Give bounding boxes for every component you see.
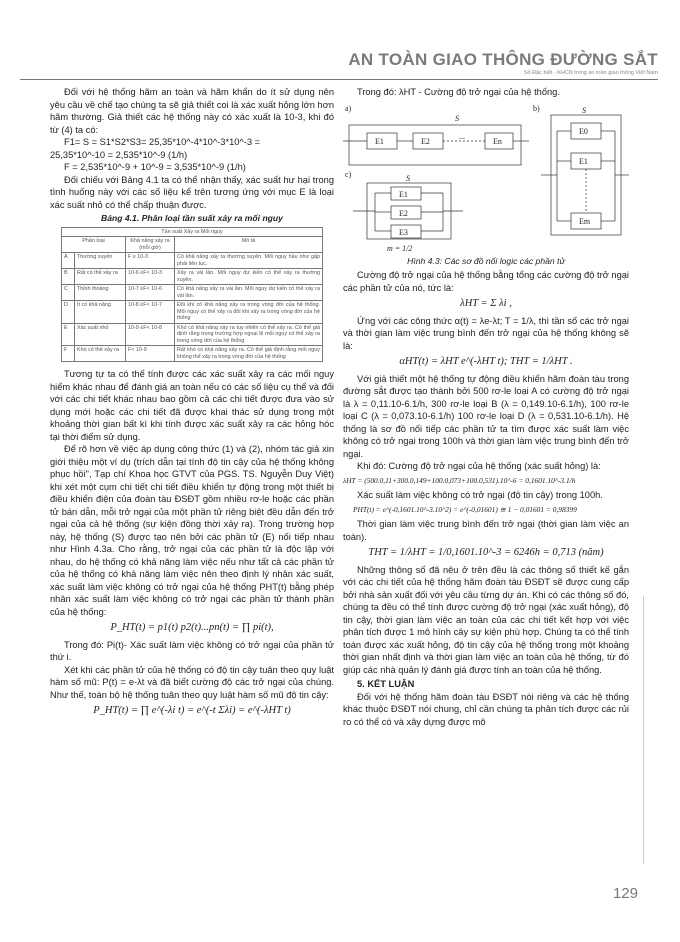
equation-frequency: αHT(t) = λHT e^(-λHT t); THT = 1/λHT . — [399, 356, 573, 367]
label-S: S — [455, 113, 459, 123]
paragraph: Ứng với các công thức α(t) = λe-λt; T = 1/λ, thì tần số các trở ngại và thời gian làm việc trung bình đến trở ngại của hệ thống không sẽ là: — [343, 315, 629, 351]
table-top-header: Tần suất Xảy ra Mối nguy — [62, 227, 323, 237]
table-cell: A — [62, 253, 75, 269]
hazard-frequency-table — [61, 227, 323, 363]
journal-title: AN TOÀN GIAO THÔNG ĐƯỜNG SẮT — [348, 50, 658, 69]
label-b: b) — [533, 103, 540, 113]
table-cell: Có khả năng xảy ra vài lần. Mối nguy dự kiến có thể xảy ra vài lần. — [175, 285, 323, 301]
equation-lambda: λHT = (500.0,11+300.0,149+100.0,073+100.0,531).10^-6 = 0,1601.10^-3.1/h — [343, 475, 576, 485]
table-cell: 10-9 ≤F< 10-8 — [126, 323, 175, 346]
table-row — [62, 346, 323, 362]
label-c: c) — [345, 169, 352, 179]
paragraph: Đối với hệ thống hãm đoàn tàu ĐSĐT nói riêng và các hệ thống khác thuộc ĐSĐT nói chung, chỉ cần chúng ta phân tích được các rủi ro có thể có và xây dựng được mô — [343, 691, 629, 727]
label-Em: Em — [579, 216, 591, 226]
table-cell: Khó có khả năng xảy ra tuy nhiên có thể xảy ra. Có thể giả định rằng trong trường hợp ngoại lệ mối nguy có thể xảy ra trong vòng đời của hệ thống — [175, 323, 323, 346]
paragraph: Thời gian làm việc trung bình đến trở ngại (thời gian làm việc an toàn). — [343, 519, 629, 542]
equation-line: 25,35*10^-10 = 2,535*10^-9 (1/h) — [50, 149, 188, 160]
table-cell: Đôi khi có khả năng xảy ra trong vòng đời của hệ thống. Mối nguy có thể xảy ra đôi khi xảy ra trong vòng đời của hệ thống — [175, 301, 323, 324]
paragraph: Những thông số đã nêu ở trên đều là các thông số thiết kế gắn với các chi tiết của hệ thống hãm đoàn tàu ĐSĐT sẽ được cung cấp bởi nhà sản xuất đối với yêu cầu từng dự án. Khi có các thông số đó, chúng ta đều có thể tính được cường độ trở ngại (xác xuất hỏng), độ tin cậy, thời gian làm việc an toàn của các chi tiết kết hợp với việc phân tích được 1 mô hình cây sự kiện phù hợp. Chúng ta có thể tính toán được xác xuất hỏng, độ tin cậy của hệ thống trong một khoảng thời gian nhất định và thời gian làm việc an toàn của hệ thống, từ đó giúp các nhà quản lý đánh giá được tính an toàn của hệ thống. — [343, 564, 629, 675]
table-cell: F< 10-9 — [126, 346, 175, 362]
figure-caption: Hình 4.3: Các sơ đồ nối logic các phần tử — [407, 255, 565, 266]
label-S: S — [582, 105, 586, 115]
equation-probability: PHT(t) = e^(-0,1601.10^-3.10^2) = e^(-0,01601) ≅ 1 − 0,01601 = 0,98399 — [353, 504, 577, 514]
paragraph: Trong đó: Pi(t)- Xác suất làm việc không có trở ngại của phần tử thứ i. — [50, 639, 334, 662]
table-cell: E — [62, 323, 75, 346]
label-S: S — [406, 173, 410, 183]
paragraph: Xác suất làm việc không có trở ngại (độ tin cậy) trong 100h. — [357, 490, 603, 500]
header-rule — [20, 79, 658, 80]
table-cell: 10-8 ≤F< 10-7 — [126, 301, 175, 324]
label-E1: E1 — [375, 136, 384, 146]
equation-exponential: P_HT(t) = ∏ e^(-λi t) = e^(-t Σλi) = e^(-λHT t) — [93, 705, 291, 716]
equation-product: P_HT(t) = p1(t) p2(t)...pn(t) = ∏ pi(t), — [110, 622, 274, 633]
label-E0: E0 — [579, 126, 588, 136]
paragraph: Trong đó: λHT - Cường độ trở ngại của hệ thống. — [357, 87, 560, 97]
table-row — [62, 323, 323, 346]
table-cell: 10-7 ≤F< 10-6 — [126, 285, 175, 301]
table-cell: F — [62, 346, 75, 362]
paragraph: Khi đó: Cường độ trở ngại của hệ thống (xác suất hỏng) là: — [357, 461, 601, 471]
left-column — [50, 86, 334, 722]
paragraph: Tương tự ta có thể tính được các xác suất xảy ra các mối nguy hiểm khác nhau để đánh giá an toàn nếu có các số liệu cụ thể và đối với các chi tiết khác nhau bao gồm cả các chi tiết được đưa vào sử dụng mới hoặc các chi tiết đã được khai thác sử dụng trong một khoảng thời gian bất kì khi tính được xác suất xảy ra các hỏng hóc tại thời điểm sử dụng. — [50, 369, 334, 442]
paragraph: Với giả thiết một hệ thống tự động điều khiển hãm đoàn tàu trong đường sắt được tạo thành bởi 500 rơ-le loại A có cường độ trở ngại là λ = 0,11.10-6.1/h, 300 rơ-le loại B (λ = 0,149.10-6.1/h), 100 rơ-le loại C (λ = 0,073.10-6.1/h) 100 rơ-le loại D (λ = 0,531.10-6.1/h). Hệ thống là sơ đồ nối tiếp các phần tử ta tìm được xác suất làm việc không có trở ngại trong 100h và thời gian làm việc trung bình đến trở ngại. — [343, 373, 629, 459]
equation-mean-time: THT = 1/λHT = 1/0,1601.10^-3 = 6246h = 0,713 (năm) — [368, 547, 604, 558]
paragraph: Để rõ hơn về việc áp dụng công thức (1) và (2), nhóm tác giả xin giới thiệu một ví dụ (trích dẫn tại tính độ tin cậy của hệ thống không phục hồi", Tạp chí Khoa học GTVT của PGS. TS. Nguyễn Duy Việt) khi xét một cụm chi tiết chi tiết điều khiển tự động trong một thiết bị điều khiển điện của đoàn tàu ĐSĐT gồm nhiều rơ-le hoặc các phần tử bán dẫn, mỗi trở ngại của một phần tử riêng biệt đều dẫn đến trở ngại của cả hệ thống (sự kiện đồng thời xảy ra). Trong trường hợp này, hệ thống (S) được tạo nên bởi các phần tử (E) nối tiếp nhau như Hình 4.3a. Cho rằng, trở ngại của các phần tử là độc lập với nhau, do hệ thống có khả năng làm việc nếu như tất cả các phần tử của hệ thống có khả năng làm việc nên theo định lý nhân xác suất, xác suất làm việc không có trở ngại của hệ thống PHT(t) bằng phép nhân xác suất làm việc không có trở ngại các phần tử thành phần của hệ thống: — [50, 444, 334, 617]
table-cell: 10-6 ≤F< 10-3 — [126, 269, 175, 285]
table-cell: D — [62, 301, 75, 324]
paragraph: Đối với hệ thống hãm an toàn và hãm khẩn do ít sử dụng nên yêu cầu về chế tạo chúng ta sẽ giả thiết coi là xác xuất hỏng lớn hơn hãm thường. Giả thiết các hệ thống này có xác xuất là 10-3, khi đó từ (4) ta có: — [50, 87, 334, 135]
equation-line: F1= S = S1*S2*S3= 25,35*10^-4*10^-3*10^-3 = — [64, 137, 261, 147]
paragraph: Cường độ trở ngại của hệ thống bằng tổng các cường độ trở ngại các phần tử của nó, tức là: — [343, 270, 629, 293]
table-cell: Xảy ra vài lần. Mối nguy dự kiến có thể xảy ra thường xuyên. — [175, 269, 323, 285]
label-E2: E2 — [421, 136, 430, 146]
system-boundary-c — [367, 183, 451, 239]
table-row — [62, 253, 323, 269]
paragraph: Đối chiếu với Bảng 4.1 ta có thể nhận thấy, xác suất hư hại trong tình huống này với các số liệu kể trên tương ứng với mục E là loại xác suất nhỏ có thể chấp thuận được. — [50, 174, 334, 210]
label-E1: E1 — [579, 156, 588, 166]
table-header: Phân loại — [62, 237, 126, 253]
logic-diagram-figure — [343, 101, 629, 253]
table-cell: B — [62, 269, 75, 285]
table-caption: Bảng 4.1. Phân loại tần suất xảy ra mối nguy — [101, 213, 283, 223]
table-cell: Khó có thể xảy ra — [75, 346, 126, 362]
equation-line: F = 2,535*10^-9 + 10^-9 = 3,535*10^-9 (1/h) — [64, 162, 246, 172]
table-row — [62, 301, 323, 324]
label-E3: E3 — [399, 227, 408, 237]
section-heading: 5. KẾT LUẬN — [357, 679, 415, 689]
label-m: m = 1/2 — [387, 243, 413, 253]
table-cell: Rất khó có khả năng xảy ra. Có thể giả định rằng mối nguy không thể xảy ra trong vòng đời của hệ thống — [175, 346, 323, 362]
right-column — [343, 86, 629, 728]
label-E2: E2 — [399, 208, 408, 218]
table-row — [62, 285, 323, 301]
table-cell: Có khả năng xảy ra thường xuyên. Mối nguy hầu như gặp phải liên tục. — [175, 253, 323, 269]
table-body — [62, 253, 323, 362]
table-cell: Rất có thể xảy ra — [75, 269, 126, 285]
journal-subtitle: Số Đặc biệt - KHCN trong an toàn giao thông Việt Nam — [523, 70, 658, 76]
table-cell: Thường xuyên — [75, 253, 126, 269]
table-header: Khả năng xảy ra (mỗi giờ) — [126, 237, 175, 253]
label-a: a) — [345, 103, 352, 113]
label-dots: ... — [459, 131, 465, 141]
page-number: 129 — [612, 885, 638, 902]
table-cell: Thỉnh thoảng — [75, 285, 126, 301]
table-row — [62, 269, 323, 285]
table-cell: F ≥ 10-3 — [126, 253, 175, 269]
label-E1: E1 — [399, 189, 408, 199]
table-cell: C — [62, 285, 75, 301]
equation-sum: λHT = Σ λi , — [460, 298, 512, 309]
table-cell: Xác suất nhỏ — [75, 323, 126, 346]
margin-rule — [643, 596, 644, 864]
label-En: En — [493, 136, 502, 146]
paragraph: Xét khi các phần tử của hệ thống có độ tin cậy tuân theo quy luật hàm số mũ: P(t) = e-λt và đã biết cường độ các trở ngại của chúng. Như thế, toàn bộ hệ thống tuân theo quy luật hàm số mũ độ tin cậy: — [50, 664, 334, 700]
table-header: Mô tả — [175, 237, 323, 253]
table-cell: Ít có khả năng — [75, 301, 126, 324]
